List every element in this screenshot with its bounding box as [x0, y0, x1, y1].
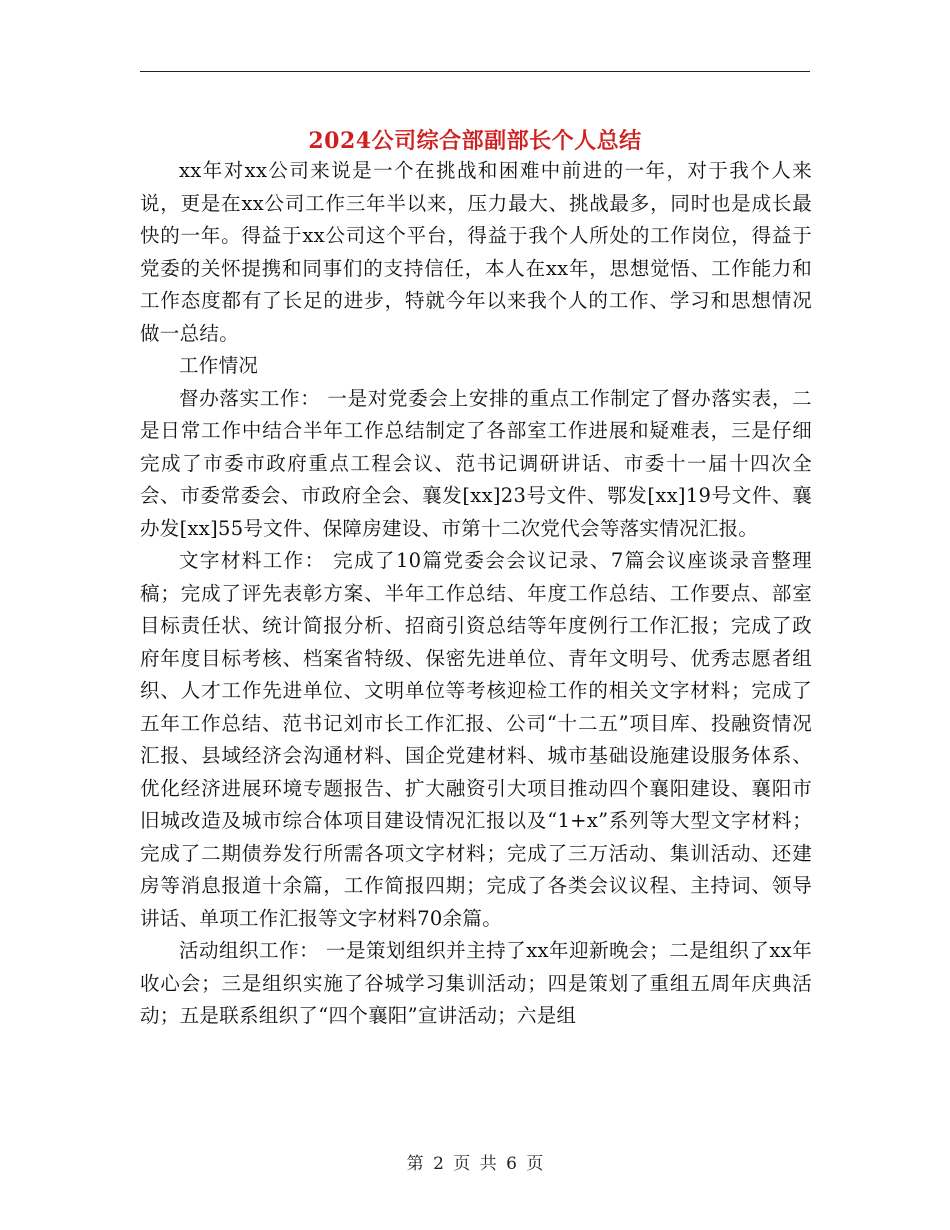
paragraph-intro: xx年对xx公司来说是一个在挑战和困难中前进的一年，对于我个人来说，更是在xx公司工作三年半以来，压力最大、挑战最多，同时也是成长最快的一年。得益于xx公司这个平台，得益于我个人所处的工作岗位，得益于党委的关怀提携和同事们的支持信任，本人在xx年，思想觉悟、工作能力和工作态度都有了长足的进步，特就今年以来我个人的工作、学习和思想情况做一总结。 — [140, 159, 812, 345]
header-rule — [140, 71, 810, 72]
document-body — [140, 155, 812, 1033]
document-title: 2024公司综合部副部长个人总结 — [308, 127, 642, 154]
section-heading-work: 工作情况 — [179, 354, 259, 377]
paragraph-supervision: 督办落实工作： 一是对党委会上安排的重点工作制定了督办落实表，二是日常工作中结合半年工作总结制定了各部室工作进展和疑难表，三是仔细完成了市委市政府重点工程会议、范书记调研讲话、市委十一届十四次全会、市委常委会、市政府全会、襄发[xx]23号文件、鄂发[xx]19号文件、襄办发[xx]55号文件、保障房建设、市第十二次党代会等落实情况汇报。 — [140, 386, 812, 540]
paragraph-writing: 文字材料工作： 完成了10篇党委会会议记录、7篇会议座谈录音整理稿；完成了评先表彰方案、半年工作总结、年度工作总结、工作要点、部室目标责任状、统计简报分析、招商引资总结等年度例行工作汇报；完成了政府年度目标考核、档案省特级、保密先进单位、青年文明号、优秀志愿者组织、人才工作先进单位、文明单位等考核迎检工作的相关文字材料；完成了五年工作总结、范书记刘市长工作汇报、公司“十二五”项目库、投融资情况汇报、县域经济会沟通材料、国企党建材料、城市基础设施建设服务体系、优化经济进展环境专题报告、扩大融资引大项目推动四个襄阳建设、襄阳市旧城改造及城市综合体项目建设情况汇报以及“1+x”系列等大型文字材料；完成了二期债券发行所需各项文字材料；完成了三万活动、集训活动、还建房等消息报道十余篇，工作简报四期；完成了各类会议议程、主持词、领导讲话、单项工作汇报等文字材料70余篇。 — [140, 549, 812, 930]
paragraph-activities: 活动组织工作： 一是策划组织并主持了xx年迎新晚会；二是组织了xx年收心会；三是组织实施了谷城学习集训活动；四是策划了重组五周年庆典活动；五是联系组织了“四个襄阳”宣讲活动；六是组 — [140, 939, 812, 1027]
page-number-footer: 第 2 页 共 6 页 — [406, 1154, 544, 1174]
